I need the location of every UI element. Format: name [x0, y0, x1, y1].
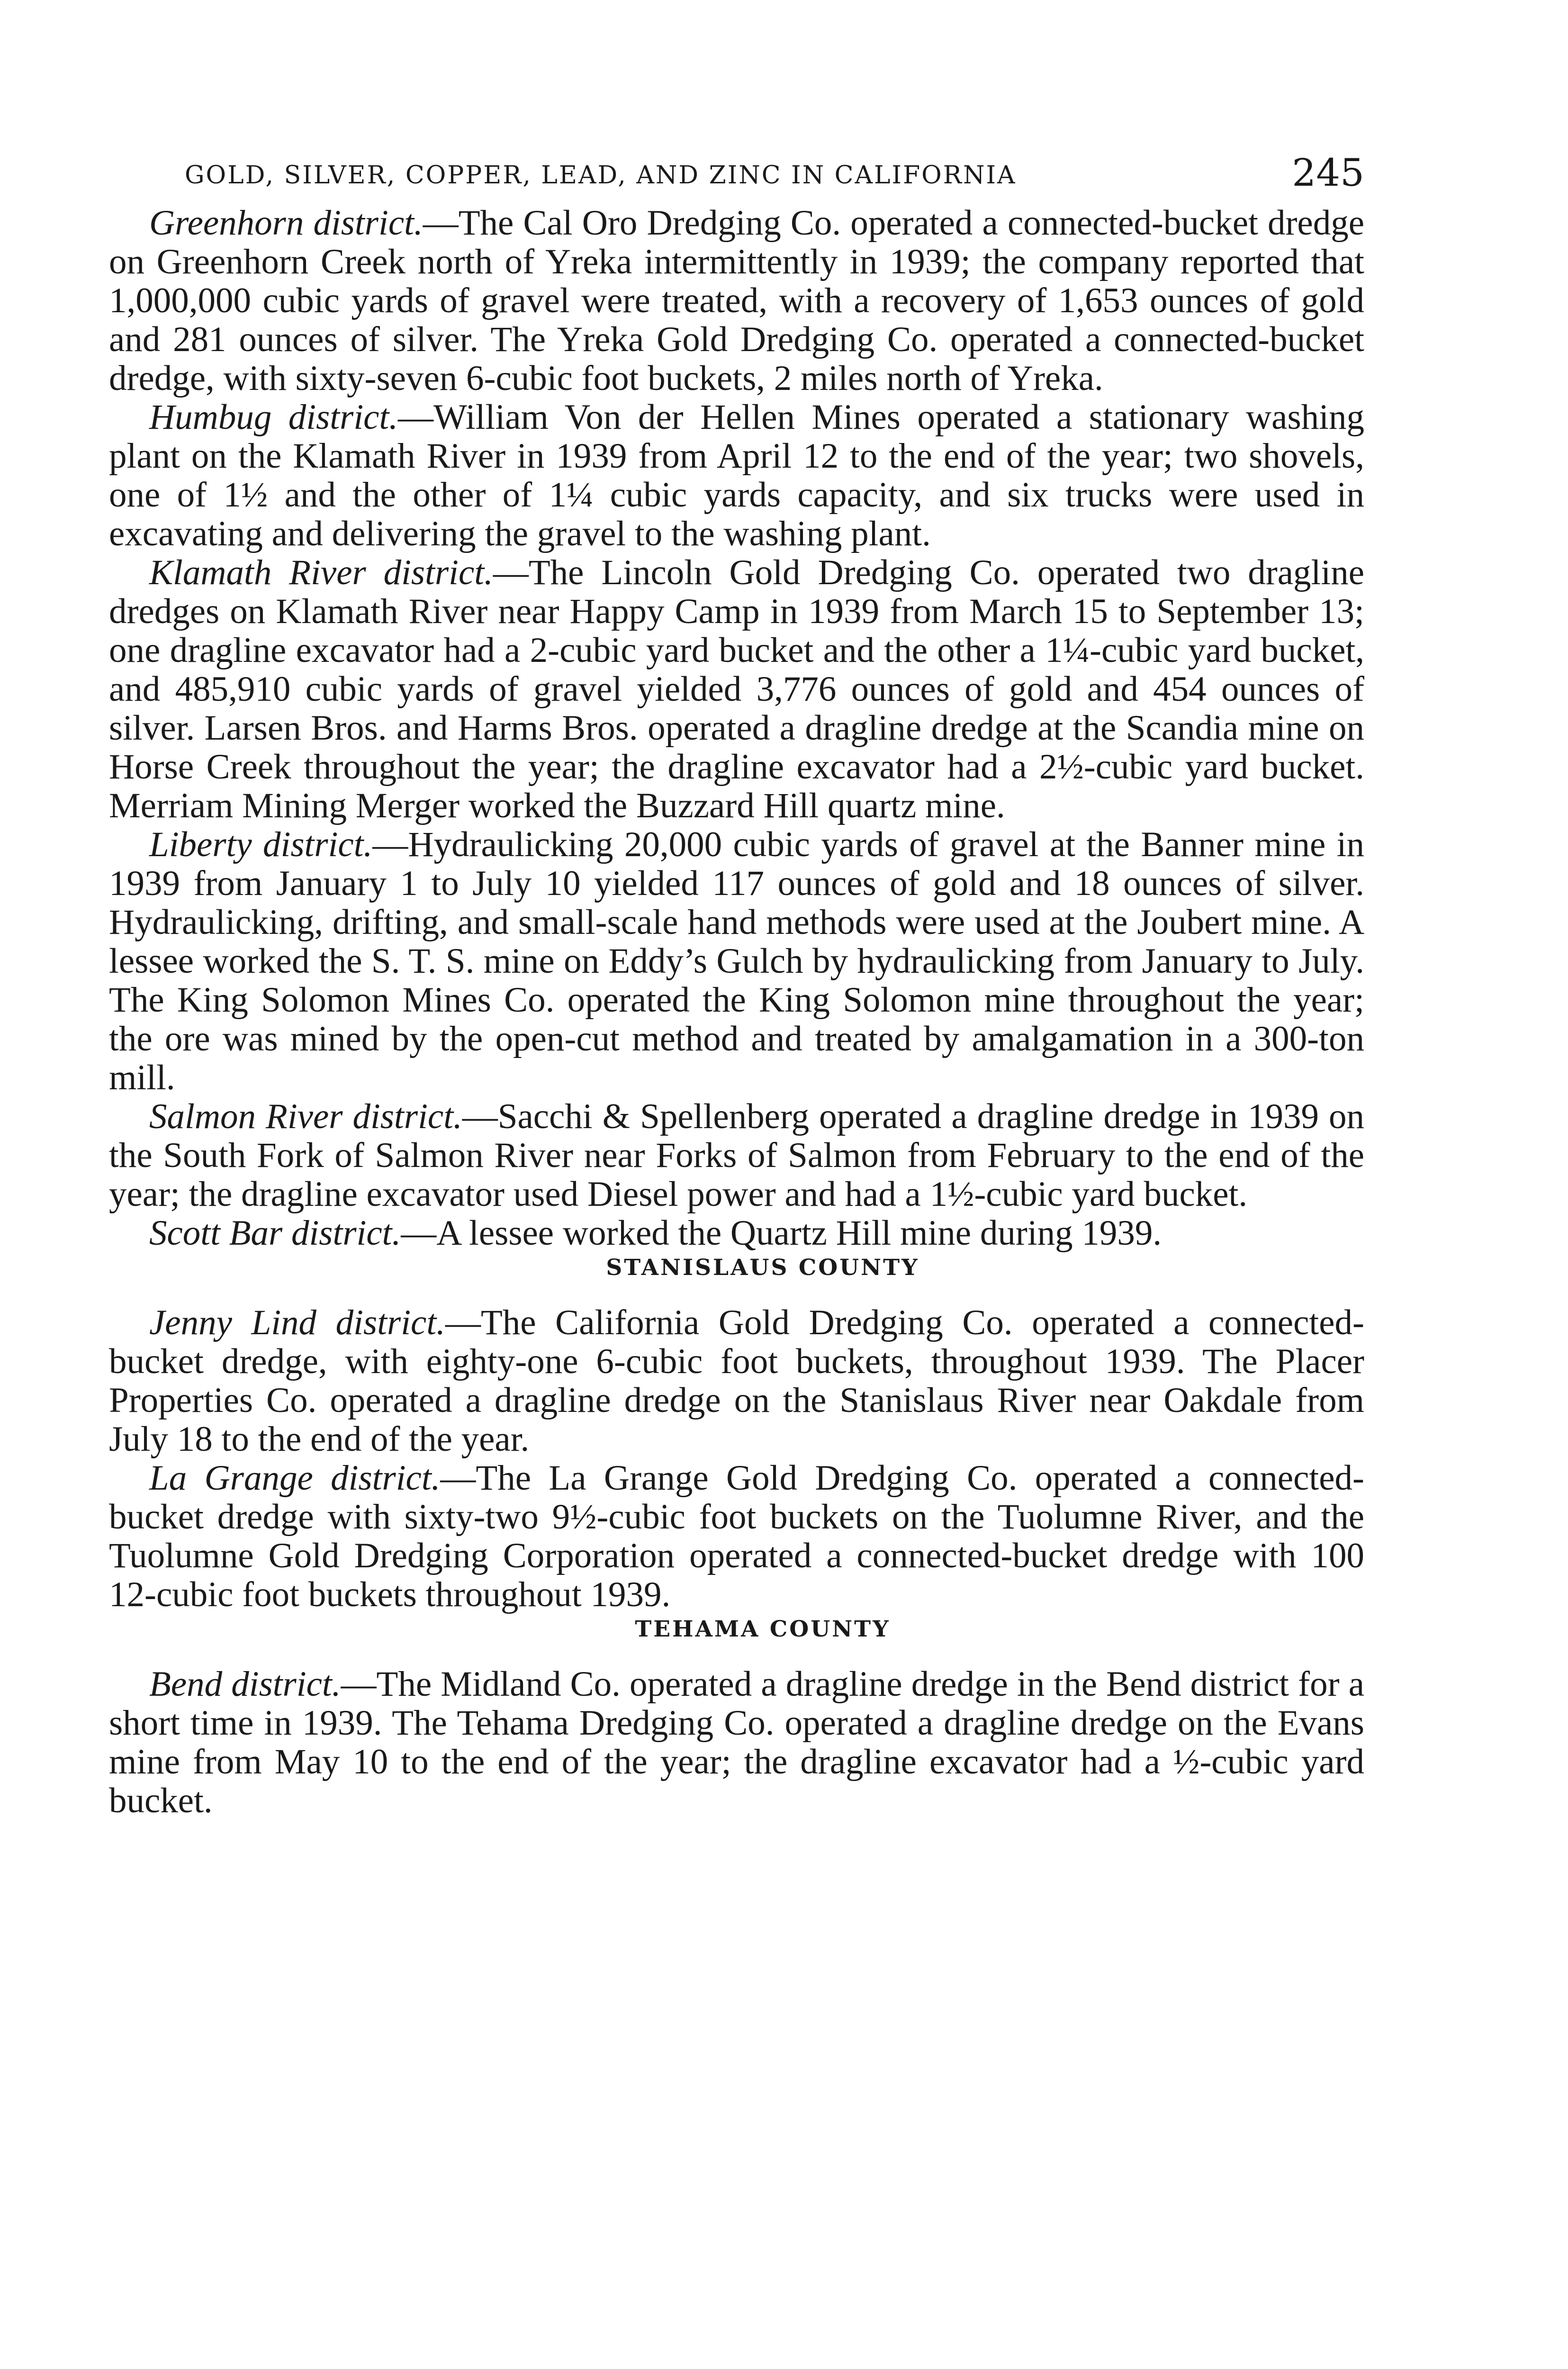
district-name: Jenny Lind district.	[149, 1303, 445, 1342]
district-name: Liberty district.	[149, 825, 373, 864]
district-name: Humbug district.	[149, 398, 398, 437]
district-name: Salmon River district.	[149, 1097, 462, 1136]
page-number: 245	[1292, 151, 1364, 195]
running-head	[109, 142, 1364, 199]
paragraph-text: —Hydraulicking 20,000 cubic yards of gravel at the Banner mine in 1939 from January 1 to July 10 yielded 117 ounces of gold and 18 ounces of silver. Hydraulicking, drifting, and small-scale hand methods were used at the Joubert mine. A lessee worked the S. T. S. mine on Eddy’s Gulch by hydraulicking from January to July. The King Solomon Mines Co. operated the King Solomon mine throughout the year; the ore was mined by the open-cut method and treated by amalgamation in a 300-ton mill.	[109, 825, 1365, 1097]
district-name: La Grange district.	[149, 1458, 441, 1498]
paragraph-text: —The Lincoln Gold Dredging Co. operated two dragline dredges on Klamath River near Happy Camp in 1939 from March 15 to September 13; one dragline excavator had a 2-cubic yard bucket and the other a 1¼-cubic yard bucket, and 485,910 cubic yards of gravel yielded 3,776 ounces of gold and 454 ounces of silver. Larsen Bros. and Harms Bros. operated a dragline dredge at the Scandia mine on Horse Creek throughout the year; the dragline excavator had a 2½-cubic yard bucket. Merriam Mining Merger worked the Buzzard Hill quartz mine.	[109, 553, 1365, 825]
section-heading-tehama-county: TEHAMA COUNTY	[635, 1616, 891, 1642]
paragraph-text: —The La Grange Gold Dredging Co. operated a connected-bucket dredge with sixty-two 9½-cubic foot buckets on the Tuolumne River, and the Tuolumne Gold Dredging Corporation operated a connected-bucket dredge with 100 12-cubic foot buckets throughout 1939.	[109, 1458, 1364, 1614]
paragraph-text: —Sacchi & Spellenberg operated a dragline dredge in 1939 on the South Fork of Salmon River near Forks of Salmon from February to the end of the year; the dragline excavator used Diesel power and had a 1½-cubic yard bucket.	[109, 1097, 1364, 1214]
paragraph-salmon-river	[109, 1097, 1364, 1214]
paragraph-klamath-river	[109, 553, 1364, 825]
paragraph-text: —The Midland Co. operated a dragline dredge in the Bend district for a short time in 1939. The Tehama Dredging Co. operated a dragline dredge on the Evans mine from May 10 to the end of the year; the dragline excavator had a ½-cubic yard bucket.	[109, 1664, 1364, 1820]
paragraph-text: —The Cal Oro Dredging Co. operated a connected-bucket dredge on Greenhorn Creek north of Yreka intermittently in 1939; the company reported that 1,000,000 cubic yards of gravel were treated, with a recovery of 1,653 ounces of gold and 281 ounces of silver. The Yreka Gold Dredging Co. operated a connected-bucket dredge, with sixty-seven 6-cubic foot buckets, 2 miles north of Yreka.	[109, 203, 1364, 398]
paragraph-bend	[109, 1665, 1364, 1820]
paragraph-liberty	[109, 825, 1364, 1097]
paragraph-text: —William Von der Hellen Mines operated a stationary washing plant on the Klamath River in 1939 from April 12 to the end of the year; two shovels, one of 1½ and the other of 1¼ cubic yards capacity, and six trucks were used in excavating and delivering the gravel to the washing plant.	[109, 398, 1364, 553]
running-title: GOLD, SILVER, COPPER, LEAD, AND ZINC IN CALIFORNIA	[185, 161, 1017, 190]
district-name: Greenhorn district.	[149, 203, 423, 243]
paragraph-scott-bar	[109, 1214, 1364, 1253]
document-page	[109, 142, 1364, 1820]
paragraph-jenny-lind	[109, 1303, 1364, 1459]
paragraph-text: —The California Gold Dredging Co. operated a connected-bucket dredge, with eighty-one 6-cubic foot buckets, throughout 1939. The Placer Properties Co. operated a dragline dredge on the Stanislaus River near Oakdale from July 18 to the end of the year.	[109, 1303, 1364, 1459]
paragraph-humbug	[109, 398, 1364, 553]
section-heading-stanislaus-county: STANISLAUS COUNTY	[606, 1255, 919, 1281]
district-name: Bend district.	[149, 1664, 341, 1704]
paragraph-text: —A lessee worked the Quartz Hill mine during 1939.	[401, 1213, 1162, 1253]
paragraph-greenhorn	[109, 204, 1364, 398]
district-name: Scott Bar district.	[149, 1213, 401, 1253]
district-name: Klamath River district.	[149, 553, 493, 592]
paragraph-la-grange	[109, 1459, 1364, 1614]
